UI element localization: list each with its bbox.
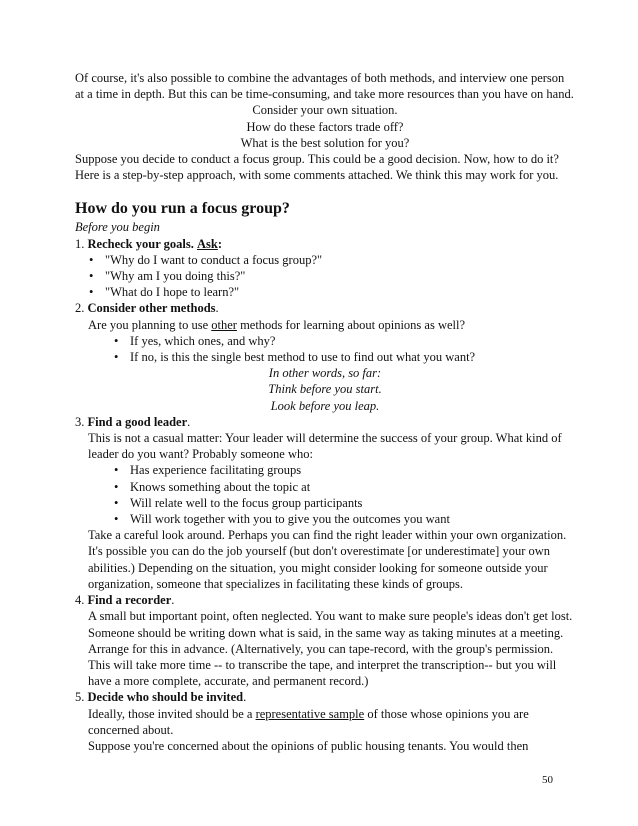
step-4-title: Find a recorder xyxy=(87,593,172,608)
step-2-number: 2. xyxy=(75,301,85,316)
step-1-title: Recheck your goals. xyxy=(87,236,194,251)
step-2-question: Are you planning to use other methods for learning about opinions as well? xyxy=(88,317,466,332)
step-4-text: A small but important point, often neglected. You want to make sure people's ideas don't get lost. Someone should be writing down what is said, in the same way as taking minutes at a meeting. Arrange for this in advance. (Alternatively, you can tape-record, with the group's permission. This will take more time -- to transcribe the tape, and interpret the transcription-- but you will have a more complete, accurate, and permanent record.) xyxy=(88,609,573,689)
list-item: • Has experience facilitating groups xyxy=(114,463,302,478)
centered-line-2: How do these factors trade off? xyxy=(246,119,404,134)
step-2-heading: 2. Consider other methods. xyxy=(75,301,219,316)
section-subheading: Before you begin xyxy=(75,220,160,235)
list-item: • Will relate well to the focus group participants xyxy=(114,495,363,510)
intro-paragraph-2: Suppose you decide to conduct a focus group. This could be a good decision. Now, how to do it? Here is a step-by-step approach, with some comments attached. We think this may work for you. xyxy=(75,152,559,183)
step-1-heading xyxy=(75,236,575,252)
section-heading: How do you run a focus group? xyxy=(75,200,290,218)
step-3-number: 3. xyxy=(75,414,85,429)
step-1-ask: Ask xyxy=(197,236,218,251)
step-1-bullets xyxy=(75,252,575,301)
step-5-number: 5. xyxy=(75,690,85,705)
step-3-heading: 3. Find a good leader. xyxy=(75,414,191,429)
step-2-title: Consider other methods xyxy=(87,301,216,316)
step-2-italic-1: In other words, so far: xyxy=(268,366,382,381)
step-5-text-2: Suppose you're concerned about the opinions of public housing tenants. You would then xyxy=(88,738,529,753)
step-4-heading: 4. Find a recorder. xyxy=(75,593,175,608)
step-1-number: 1. xyxy=(75,236,85,251)
list-item: • Will work together with you to give you the outcomes you want xyxy=(114,512,450,527)
step-5-title: Decide who should be invited xyxy=(87,690,244,705)
intro-paragraph: Of course, it's also possible to combine the advantages of both methods, and interview one person at a time in depth. But this can be time-consuming, and take more resources than you have on hand. xyxy=(75,71,574,102)
list-item: • "Why do I want to conduct a focus group?" xyxy=(89,252,323,267)
step-3-text-2: Take a careful look around. Perhaps you can find the right leader within your own organization. It's possible you can do the job yourself (but don't overestimate [or underestimate] your own abilities.) Depending on the situation, you might consider looking for someone outside your organization, someone that specializes in facilitating these kinds of groups. xyxy=(88,528,567,591)
list-item: • Knows something about the topic at xyxy=(114,479,311,494)
page-content xyxy=(75,70,575,754)
step-2-bullets xyxy=(75,333,575,365)
step-2-italic-3: Look before you leap. xyxy=(270,398,380,413)
centered-line-3: What is the best solution for you? xyxy=(240,135,410,150)
step-1-colon: : xyxy=(217,236,223,251)
step-2-italic-2: Think before you start. xyxy=(268,382,382,397)
step-3-text: This is not a casual matter: Your leader will determine the success of your group. What kind of leader do you want? Probably someone who: xyxy=(88,431,562,462)
list-item: • If no, is this the single best method to use to find out what you want? xyxy=(114,350,476,365)
step-5-heading: 5. Decide who should be invited. xyxy=(75,690,247,705)
step-3-bullets xyxy=(75,462,575,527)
step-4-number: 4. xyxy=(75,593,85,608)
step-5-text: Ideally, those invited should be a representative sample of those whose opinions you are concerned about. xyxy=(88,706,529,737)
step-3-title: Find a good leader xyxy=(87,414,188,429)
page-number: 50 xyxy=(542,774,553,786)
list-item: • "What do I hope to learn?" xyxy=(89,285,240,300)
list-item: • If yes, which ones, and why? xyxy=(114,333,276,348)
centered-line-1: Consider your own situation. xyxy=(252,103,398,118)
list-item: • "Why am I you doing this?" xyxy=(89,269,246,284)
